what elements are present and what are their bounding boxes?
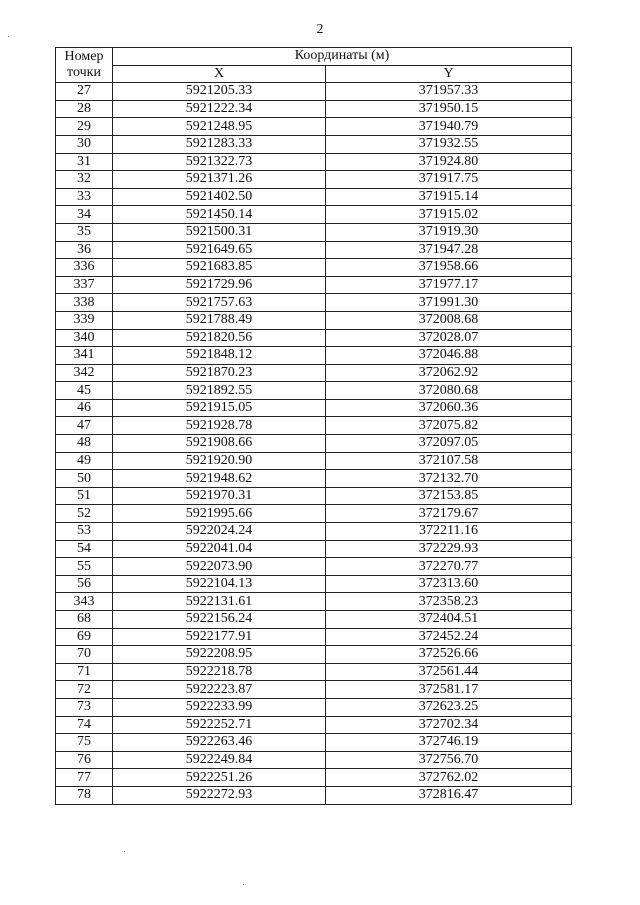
y-coordinate-cell: 372075.82 — [326, 417, 572, 435]
page-number: 2 — [316, 22, 324, 37]
table-row — [56, 347, 572, 365]
point-number-cell: 72 — [56, 681, 113, 699]
table-row — [56, 523, 572, 541]
y-coordinate-cell: 371977.17 — [326, 276, 572, 294]
y-coordinate-cell: 372816.47 — [326, 786, 572, 804]
point-number-cell: 337 — [56, 276, 113, 294]
scan-speck — [124, 851, 125, 852]
x-coordinate-cell: 5921948.62 — [113, 470, 326, 488]
table-row — [56, 716, 572, 734]
point-number-cell: 47 — [56, 417, 113, 435]
point-number-header — [56, 48, 113, 83]
y-coordinate-cell: 372313.60 — [326, 575, 572, 593]
y-coordinate-cell: 372153.85 — [326, 487, 572, 505]
y-coordinate-cell: 371924.80 — [326, 153, 572, 171]
x-coordinate-cell: 5921892.55 — [113, 382, 326, 400]
x-coordinate-cell: 5921995.66 — [113, 505, 326, 523]
point-number-cell: 33 — [56, 188, 113, 206]
point-number-cell: 75 — [56, 734, 113, 752]
y-coordinate-cell: 372211.16 — [326, 523, 572, 541]
x-coordinate-cell: 5921928.78 — [113, 417, 326, 435]
y-coordinate-cell: 372060.36 — [326, 399, 572, 417]
x-coordinate-cell: 5921450.14 — [113, 206, 326, 224]
y-coordinate-cell: 371991.30 — [326, 294, 572, 312]
point-number-cell: 73 — [56, 698, 113, 716]
x-coordinate-cell: 5922218.78 — [113, 663, 326, 681]
x-coordinate-cell: 5921788.49 — [113, 311, 326, 329]
table-row — [56, 505, 572, 523]
y-coordinate-cell: 372404.51 — [326, 611, 572, 629]
point-number-cell: 77 — [56, 769, 113, 787]
x-coordinate-cell: 5922073.90 — [113, 558, 326, 576]
table-row — [56, 452, 572, 470]
point-number-cell: 27 — [56, 83, 113, 101]
table-row — [56, 470, 572, 488]
table-row — [56, 135, 572, 153]
point-number-cell: 338 — [56, 294, 113, 312]
point-number-cell: 35 — [56, 223, 113, 241]
table-header — [56, 48, 572, 83]
y-coordinate-cell: 372526.66 — [326, 646, 572, 664]
x-coordinate-cell: 5921820.56 — [113, 329, 326, 347]
x-coordinate-cell: 5921915.05 — [113, 399, 326, 417]
x-coordinate-cell: 5921500.31 — [113, 223, 326, 241]
table-row — [56, 734, 572, 752]
y-coordinate-cell: 371947.28 — [326, 241, 572, 259]
x-coordinate-cell: 5922131.61 — [113, 593, 326, 611]
table-row — [56, 786, 572, 804]
x-coordinate-cell: 5922041.04 — [113, 540, 326, 558]
table-row — [56, 100, 572, 118]
x-coordinate-cell: 5922272.93 — [113, 786, 326, 804]
table-row — [56, 206, 572, 224]
y-coordinate-cell: 371915.14 — [326, 188, 572, 206]
y-coordinate-cell: 372358.23 — [326, 593, 572, 611]
table-row — [56, 399, 572, 417]
point-number-cell: 31 — [56, 153, 113, 171]
table-row — [56, 276, 572, 294]
y-column-header: Y — [326, 65, 572, 83]
y-coordinate-cell: 372623.25 — [326, 698, 572, 716]
table-row — [56, 171, 572, 189]
point-number-cell: 54 — [56, 540, 113, 558]
y-coordinate-cell: 372561.44 — [326, 663, 572, 681]
y-coordinate-cell: 372702.34 — [326, 716, 572, 734]
point-number-cell: 28 — [56, 100, 113, 118]
y-coordinate-cell: 372028.07 — [326, 329, 572, 347]
point-number-cell: 34 — [56, 206, 113, 224]
point-number-cell: 336 — [56, 259, 113, 277]
x-coordinate-cell: 5922249.84 — [113, 751, 326, 769]
point-number-cell: 29 — [56, 118, 113, 136]
y-coordinate-cell: 371919.30 — [326, 223, 572, 241]
point-number-cell: 30 — [56, 135, 113, 153]
x-coordinate-cell: 5921729.96 — [113, 276, 326, 294]
x-coordinate-cell: 5921920.90 — [113, 452, 326, 470]
x-coordinate-cell: 5921970.31 — [113, 487, 326, 505]
point-number-cell: 55 — [56, 558, 113, 576]
x-coordinate-cell: 5922251.26 — [113, 769, 326, 787]
y-coordinate-cell: 371957.33 — [326, 83, 572, 101]
x-coordinate-cell: 5921683.85 — [113, 259, 326, 277]
point-number-cell: 53 — [56, 523, 113, 541]
table-row — [56, 540, 572, 558]
y-coordinate-cell: 372132.70 — [326, 470, 572, 488]
table-row — [56, 223, 572, 241]
table-row — [56, 751, 572, 769]
point-number-cell: 78 — [56, 786, 113, 804]
point-number-cell: 46 — [56, 399, 113, 417]
coordinates-header: Координаты (м) — [113, 48, 572, 66]
point-number-cell: 32 — [56, 171, 113, 189]
point-number-cell: 69 — [56, 628, 113, 646]
y-coordinate-cell: 372046.88 — [326, 347, 572, 365]
y-coordinate-cell: 372762.02 — [326, 769, 572, 787]
y-coordinate-cell: 371958.66 — [326, 259, 572, 277]
point-number-cell: 36 — [56, 241, 113, 259]
point-number-cell: 76 — [56, 751, 113, 769]
y-coordinate-cell: 372581.17 — [326, 681, 572, 699]
x-coordinate-cell: 5921371.26 — [113, 171, 326, 189]
table-row — [56, 364, 572, 382]
y-coordinate-cell: 371915.02 — [326, 206, 572, 224]
point-number-cell: 343 — [56, 593, 113, 611]
x-coordinate-cell: 5921848.12 — [113, 347, 326, 365]
scan-speck — [8, 36, 9, 37]
x-coordinate-cell: 5921757.63 — [113, 294, 326, 312]
x-coordinate-cell: 5922024.24 — [113, 523, 326, 541]
point-number-cell: 50 — [56, 470, 113, 488]
y-coordinate-cell: 372746.19 — [326, 734, 572, 752]
table-row — [56, 153, 572, 171]
table-row — [56, 382, 572, 400]
point-number-cell: 56 — [56, 575, 113, 593]
coordinates-table — [55, 47, 572, 805]
x-coordinate-cell: 5921205.33 — [113, 83, 326, 101]
point-number-cell: 74 — [56, 716, 113, 734]
table-row — [56, 663, 572, 681]
point-number-cell: 340 — [56, 329, 113, 347]
table-row — [56, 575, 572, 593]
table-row — [56, 83, 572, 101]
table-body — [56, 83, 572, 804]
point-number-cell: 68 — [56, 611, 113, 629]
table-row — [56, 646, 572, 664]
table-row — [56, 769, 572, 787]
point-number-cell: 48 — [56, 435, 113, 453]
x-coordinate-cell: 5922263.46 — [113, 734, 326, 752]
point-number-header-line2: точки — [67, 65, 101, 81]
y-coordinate-cell: 372229.93 — [326, 540, 572, 558]
point-number-cell: 341 — [56, 347, 113, 365]
x-coordinate-cell: 5922104.13 — [113, 575, 326, 593]
table-row — [56, 558, 572, 576]
table-row — [56, 118, 572, 136]
y-coordinate-cell: 371940.79 — [326, 118, 572, 136]
table-row — [56, 311, 572, 329]
x-coordinate-cell: 5921248.95 — [113, 118, 326, 136]
table-row — [56, 628, 572, 646]
y-coordinate-cell: 371950.15 — [326, 100, 572, 118]
x-coordinate-cell: 5921402.50 — [113, 188, 326, 206]
table-row — [56, 259, 572, 277]
table-row — [56, 294, 572, 312]
x-coordinate-cell: 5921222.34 — [113, 100, 326, 118]
table-row — [56, 188, 572, 206]
y-coordinate-cell: 372080.68 — [326, 382, 572, 400]
table-row — [56, 487, 572, 505]
point-number-cell: 49 — [56, 452, 113, 470]
point-number-cell: 70 — [56, 646, 113, 664]
table-row — [56, 241, 572, 259]
y-coordinate-cell: 372097.05 — [326, 435, 572, 453]
point-number-cell: 52 — [56, 505, 113, 523]
point-number-cell: 45 — [56, 382, 113, 400]
y-coordinate-cell: 372452.24 — [326, 628, 572, 646]
x-coordinate-cell: 5922177.91 — [113, 628, 326, 646]
scan-speck — [243, 884, 244, 885]
table-row — [56, 593, 572, 611]
x-coordinate-cell: 5922208.95 — [113, 646, 326, 664]
point-number-cell: 51 — [56, 487, 113, 505]
x-coordinate-cell: 5921283.33 — [113, 135, 326, 153]
y-coordinate-cell: 372107.58 — [326, 452, 572, 470]
y-coordinate-cell: 372756.70 — [326, 751, 572, 769]
point-number-cell: 71 — [56, 663, 113, 681]
y-coordinate-cell: 372008.68 — [326, 311, 572, 329]
table-row — [56, 417, 572, 435]
x-coordinate-cell: 5921322.73 — [113, 153, 326, 171]
y-coordinate-cell: 371932.55 — [326, 135, 572, 153]
x-coordinate-cell: 5921908.66 — [113, 435, 326, 453]
x-coordinate-cell: 5922233.99 — [113, 698, 326, 716]
table-row — [56, 329, 572, 347]
table-row — [56, 611, 572, 629]
x-column-header: X — [113, 65, 326, 83]
x-coordinate-cell: 5921870.23 — [113, 364, 326, 382]
x-coordinate-cell: 5922252.71 — [113, 716, 326, 734]
y-coordinate-cell: 371917.75 — [326, 171, 572, 189]
y-coordinate-cell: 372179.67 — [326, 505, 572, 523]
point-number-cell: 342 — [56, 364, 113, 382]
table-row — [56, 698, 572, 716]
point-number-cell: 339 — [56, 311, 113, 329]
point-number-header-line1: Номер — [64, 49, 104, 65]
y-coordinate-cell: 372270.77 — [326, 558, 572, 576]
table-row — [56, 435, 572, 453]
table-row — [56, 681, 572, 699]
x-coordinate-cell: 5922223.87 — [113, 681, 326, 699]
x-coordinate-cell: 5921649.65 — [113, 241, 326, 259]
y-coordinate-cell: 372062.92 — [326, 364, 572, 382]
x-coordinate-cell: 5922156.24 — [113, 611, 326, 629]
